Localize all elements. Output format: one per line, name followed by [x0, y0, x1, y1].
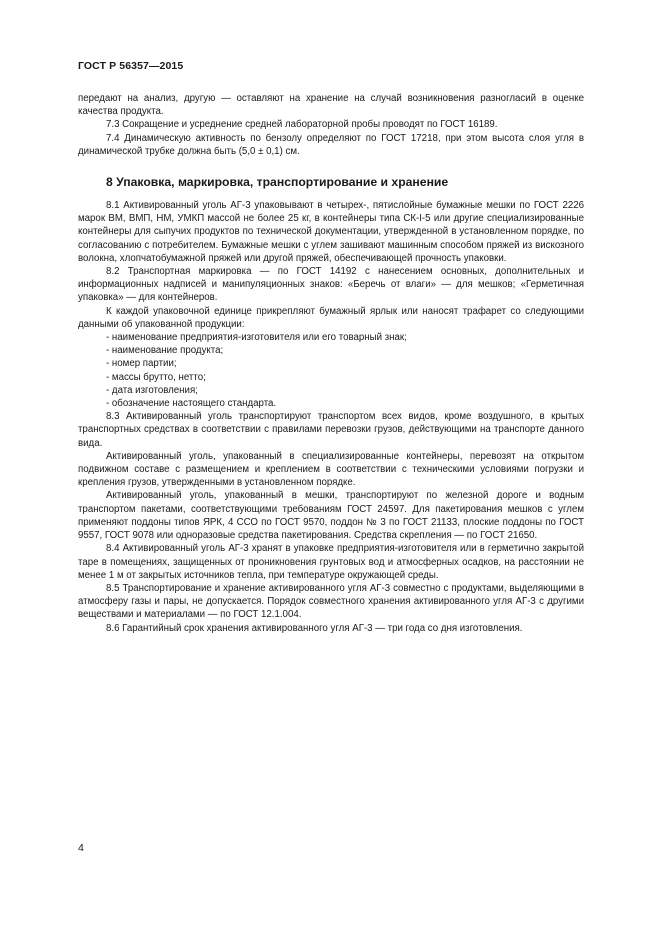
list-item: - массы брутто, нетто;: [106, 371, 206, 383]
list-item: - номер партии;: [106, 358, 177, 370]
list-item: - дата изготовления;: [106, 384, 198, 396]
document-body: [78, 92, 584, 635]
containers-transport-paragraph: Активированный уголь, упакованный в специализированные контейнеры, перевозят на открытом подвижном составе с размещением и креплением в соответствии с техническими условиями погрузки и крепления грузов, утвержденными в установленном порядке.: [78, 450, 584, 489]
bags-transport-paragraph: Активированный уголь, упакованный в мешки, транспортируют по железной дороге и водным транспортом пакетами, соответствующими требованиям ГОСТ 24597. Для пакетирования мешков с углем применяют поддоны типов ЯРК, 4 ССО по ГОСТ 9570, поддон № 3 по ГОСТ 21133, плоские поддоны по ГОСТ 9557, ГОСТ 9078 или одноразовые средства пакетирования. Средства скрепления — по ГОСТ 21650.: [78, 490, 584, 542]
list-item: - наименование предприятия-изготовителя или его товарный знак;: [106, 332, 407, 344]
clause-7-4: 7.4 Динамическую активность по бензолу определяют по ГОСТ 17218, при этом высота слоя угля в динамической трубке должна быть (5,0 ± 0,1) см.: [78, 132, 584, 157]
clause-7-3: 7.3 Сокращение и усреднение средней лабораторной пробы проводят по ГОСТ 16189.: [106, 119, 498, 131]
page-number: 4: [78, 842, 84, 854]
clause-8-1: 8.1 Активированный уголь АГ-3 упаковывают в четырех-, пятислойные бумажные мешки по ГОСТ 2226 марок ВМ, ВМП, НМ, УМКП массой не более 25 кг, в контейнеры типа СК-I-5 или другие специализированные контейнеры для сыпучих продуктов по технической документации, утвержденной в установленном порядке, по согласованию с потребителем. Бумажные мешки с углем зашивают машинным способом пряжей из вискозного волокна, хлопчатобумажной пряжей или другой пряжей, обеспечивающей прочность упаковки.: [78, 200, 584, 264]
intro-paragraph-continuation: передают на анализ, другую — оставляют на хранение на случай возникновения разногласий в оценке качества продукта.: [78, 93, 584, 118]
label-requirements-paragraph: К каждой упаковочной единице прикрепляют бумажный ярлык или наносят трафарет со следующими данными об упакованной продукции:: [78, 305, 584, 330]
clause-8-5: 8.5 Транспортирование и хранение активированного угля АГ-3 совместно с продуктами, выделяющими в атмосферу газы и пары, не допускается. Порядок совместного хранения активированного угля АГ-3 с другими веществами и материалами — по ГОСТ 12.1.004.: [78, 582, 584, 621]
clause-8-4: 8.4 Активированный уголь АГ-3 хранят в упаковке предприятия-изготовителя или в герметично закрытой таре в помещениях, защищенных от проникновения грунтовых вод и атмосферных осадков, на расстоянии не менее 1 м от закрытых источников тепла, при температуре окружающей среды.: [78, 543, 584, 581]
section-8-title: 8 Упаковка, маркировка, транспортирование и хранение: [106, 175, 449, 190]
clause-8-3: 8.3 Активированный уголь транспортируют транспортом всех видов, кроме воздушного, в крытых транспортных средствах в соответствии с правилами перевозки грузов, действующими на транспорте данного вида.: [78, 411, 584, 449]
list-item: - обозначение настоящего стандарта.: [106, 398, 277, 410]
document-header: ГОСТ Р 56357—2015: [78, 60, 184, 72]
clause-8-2: 8.2 Транспортная маркировка — по ГОСТ 14192 с нанесением основных, дополнительных и информационных надписей и манипуляционных знаков: «Беречь от влаги» — для мешков; «Герметичная упаковка» — для контейнеров.: [78, 266, 584, 304]
clause-8-6: 8.6 Гарантийный срок хранения активированного угля АГ-3 — три года со дня изготовления.: [106, 622, 523, 634]
label-data-list: [78, 331, 584, 410]
list-item: - наименование продукта;: [106, 345, 224, 357]
